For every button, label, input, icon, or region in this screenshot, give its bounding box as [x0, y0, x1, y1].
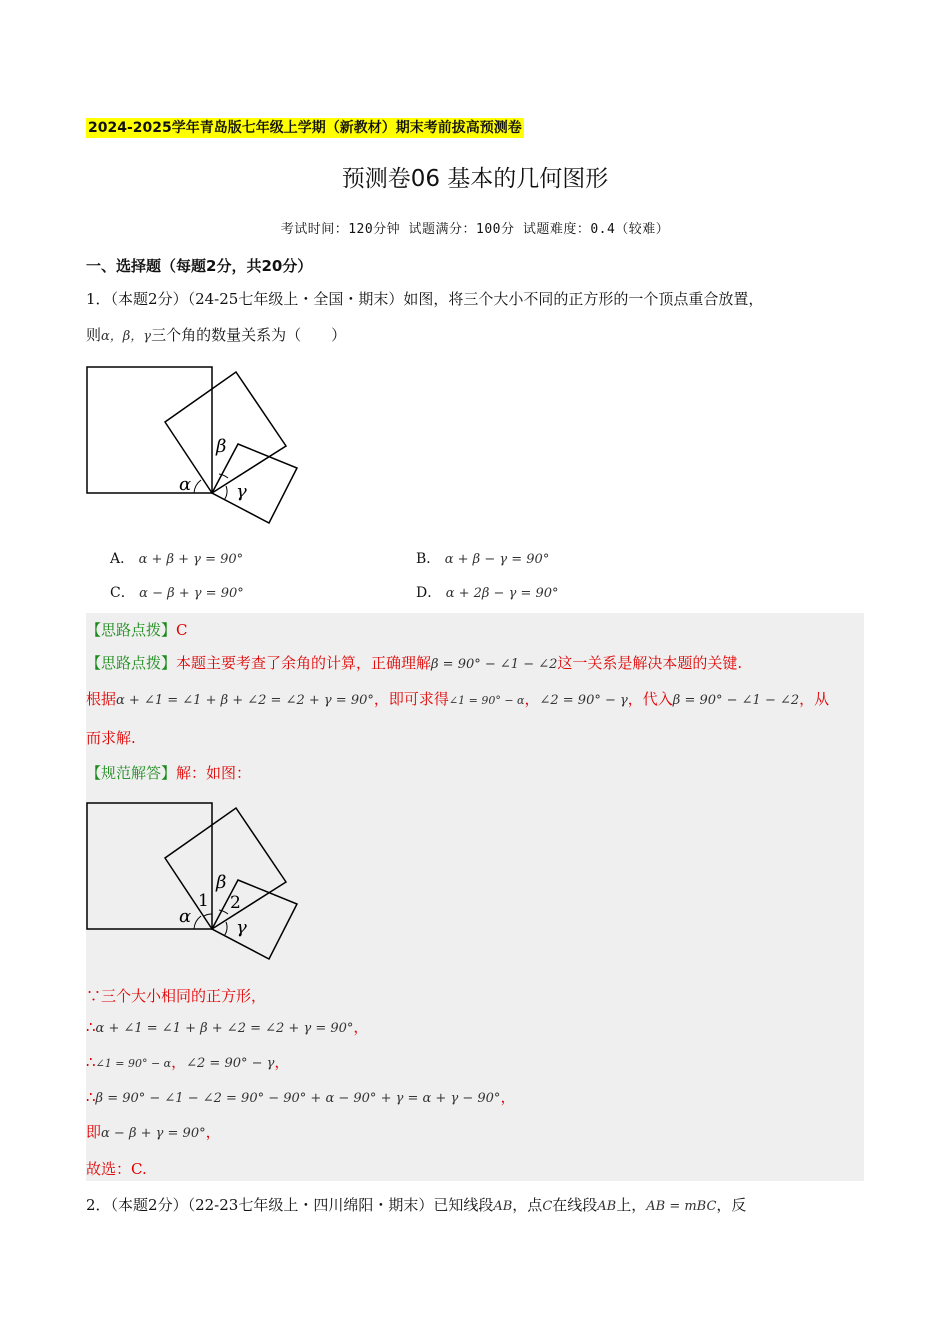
- option-c-label: C．: [110, 585, 135, 601]
- q2-text: ，点: [512, 1196, 543, 1214]
- angle-1-arc: [204, 914, 212, 916]
- solution-step-2: [86, 1016, 856, 1040]
- q1-figure: [86, 366, 301, 526]
- option-d[interactable]: [416, 582, 559, 602]
- step-punct: ，: [205, 1123, 221, 1141]
- hint-tag: 【思路点拨】: [86, 654, 177, 672]
- large-square: [87, 367, 212, 493]
- exam-series-title: 2024-2025学年青岛版七年级上学期（新教材）期末考前拔高预测卷: [88, 120, 522, 136]
- hint-detail-text: ，代入: [627, 690, 673, 708]
- page-title: 预测卷06 基本的几何图形: [341, 166, 609, 192]
- step-punct: ，: [171, 1053, 187, 1071]
- hint-detail-formula-2: ∠1 = 90° − α: [448, 694, 525, 707]
- option-d-formula: α + 2β − γ = 90°: [445, 586, 559, 601]
- option-c[interactable]: [110, 582, 244, 602]
- option-c-formula: α − β + γ = 90°: [139, 586, 244, 601]
- beta-label: β: [216, 872, 227, 893]
- exam-meta: 考试时间：120分钟 试题满分：100分 试题难度：0.4（较难）: [280, 222, 670, 237]
- hint-detail-formula-4: β = 90° − ∠1 − ∠2: [672, 693, 800, 708]
- large-square: [87, 803, 212, 929]
- hint-text-end: 这一关系是解决本题的关键.: [557, 654, 743, 672]
- answer-value: C: [176, 621, 188, 639]
- therefore-symbol: ∴: [86, 1053, 96, 1071]
- hint-text: 本题主要考查了余角的计算，正确理解: [176, 654, 432, 672]
- option-d-label: D．: [416, 585, 442, 601]
- alpha-arc: [194, 480, 201, 493]
- option-a-formula: α + β + γ = 90°: [138, 552, 244, 567]
- answer-line: [86, 619, 856, 641]
- answer-tag: 【思路点拨】: [86, 621, 177, 639]
- beta-label: β: [216, 436, 227, 457]
- step-punct: ，: [274, 1053, 290, 1071]
- hint-detail-formula-1: α + ∠1 = ∠1 + β + ∠2 = ∠2 + γ = 90°: [116, 693, 374, 708]
- gamma-label: γ: [236, 917, 247, 938]
- q2-text: ，反: [716, 1196, 747, 1214]
- q1-vars: α，β，γ: [101, 329, 152, 344]
- q1-line2: [86, 324, 866, 348]
- q2-formula: AB = mBC: [646, 1199, 717, 1214]
- q1-text-end: 三个角的数量关系为（ ）: [151, 326, 347, 344]
- gamma-arc: [224, 486, 227, 500]
- option-b-label: B．: [416, 551, 441, 567]
- therefore-symbol: ∴: [86, 1088, 96, 1106]
- q1-line1: 1．（本题2分）（24-25七年级上・全国・期末）如图，将三个大小不同的正方形的一个顶点重合放置，: [86, 290, 764, 308]
- gamma-arc: [224, 922, 227, 936]
- q2-text: 2．（本题2分）（22-23七年级上・四川绵阳・期末）已知线段: [86, 1196, 494, 1214]
- angle-2-label: 2: [230, 893, 241, 913]
- alpha-label: α: [179, 474, 192, 495]
- solution-figure: [86, 802, 301, 962]
- step-formula: β = 90° − ∠1 − ∠2 = 90° − 90° + α − 90° + γ = α + γ − 90°: [95, 1091, 501, 1106]
- hint-detail-line: [86, 688, 856, 712]
- option-b-formula: α + β − γ = 90°: [444, 552, 550, 567]
- q2-line1: [86, 1194, 866, 1218]
- step-formula: α − β + γ = 90°: [101, 1126, 206, 1141]
- hint-detail-text: 根据: [86, 690, 117, 708]
- q2-text: 上，: [616, 1196, 647, 1214]
- solution-step-5: [86, 1121, 856, 1145]
- option-a-label: A．: [110, 551, 135, 567]
- hint-detail-end: 而求解.: [86, 729, 136, 747]
- hint-detail-formula-3: ∠2 = 90° − γ: [539, 693, 628, 708]
- step-formula: ∠2 = 90° − γ: [186, 1056, 275, 1071]
- step-punct: ，: [500, 1088, 516, 1106]
- option-a[interactable]: [110, 548, 243, 568]
- alpha-label: α: [179, 906, 192, 927]
- step-formula: α + ∠1 = ∠1 + β + ∠2 = ∠2 + γ = 90°: [95, 1021, 354, 1036]
- standard-answer-line: [86, 762, 856, 784]
- q1-text: 则: [86, 326, 102, 344]
- angle-1-label: 1: [198, 891, 209, 911]
- step-formula: ∠1 = 90° − α: [95, 1057, 172, 1070]
- option-b[interactable]: [416, 548, 549, 568]
- hint-detail-text: ，从: [799, 690, 830, 708]
- gamma-label: γ: [236, 481, 247, 502]
- standard-answer-text: 解：如图：: [176, 764, 252, 782]
- section-heading: 一、选择题（每题2分，共20分）: [86, 257, 313, 275]
- solution-step-3: [86, 1051, 856, 1075]
- step-punct: ，: [353, 1018, 369, 1036]
- q2-formula: AB: [597, 1199, 617, 1214]
- q2-formula: AB: [493, 1199, 513, 1214]
- q2-formula: C: [542, 1199, 553, 1214]
- step-text: 即: [86, 1123, 102, 1141]
- solution-choice: 故选：C.: [86, 1160, 147, 1178]
- therefore-symbol: ∴: [86, 1018, 96, 1036]
- hint-line: [86, 652, 856, 676]
- hint-detail-text: ，: [524, 690, 540, 708]
- alpha-arc: [194, 916, 201, 929]
- standard-answer-tag: 【规范解答】: [86, 764, 177, 782]
- hint-formula: β = 90° − ∠1 − ∠2: [431, 657, 558, 672]
- q2-text: 在线段: [552, 1196, 598, 1214]
- solution-step-1: ∵三个大小相同的正方形，: [86, 987, 267, 1005]
- hint-detail-text: ，即可求得: [373, 690, 449, 708]
- solution-step-4: [86, 1086, 856, 1110]
